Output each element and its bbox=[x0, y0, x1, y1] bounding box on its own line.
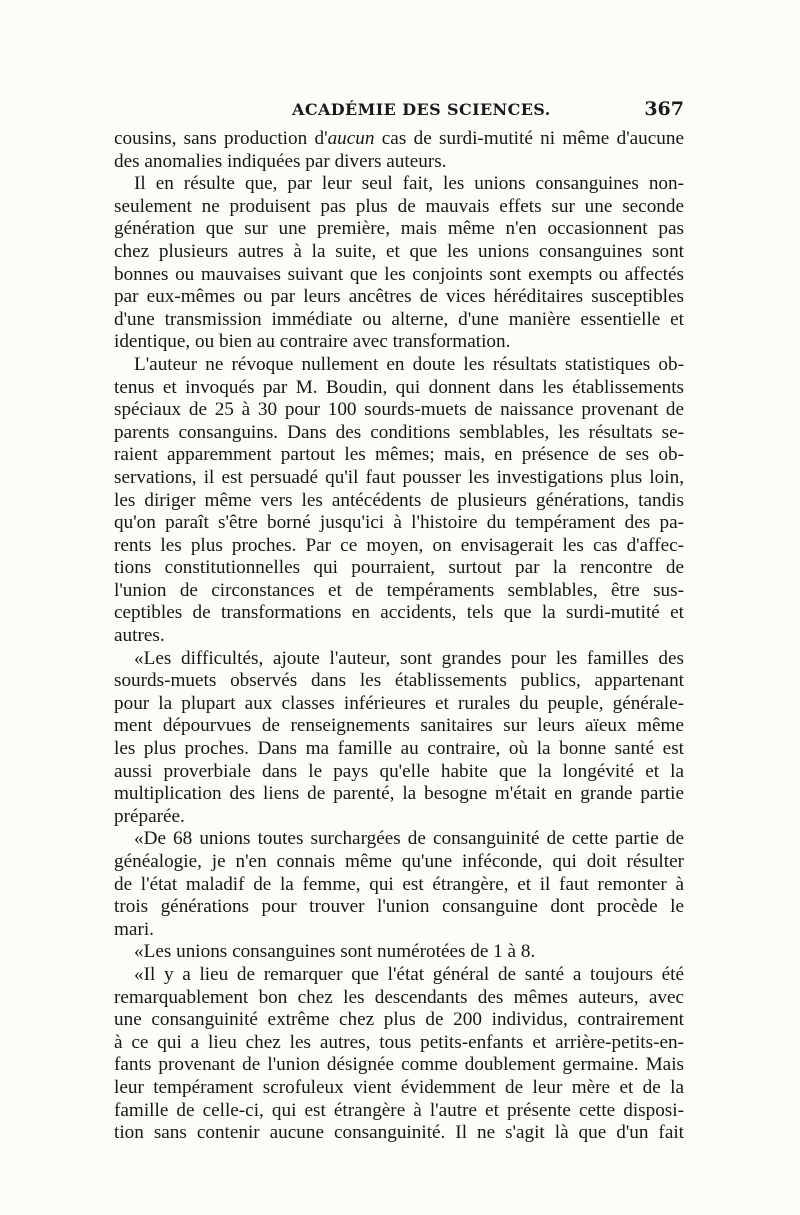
text-segment: cas de surdi-mutité ni même d'aucune bbox=[374, 128, 684, 149]
text-line: chez plusieurs autres à la suite, et que les unions consanguines sont bbox=[114, 240, 684, 262]
text-line: servations, il est persuadé qu'il faut pousser les investigations plus loin, bbox=[114, 466, 684, 488]
text-line: des anomalies indiquées par divers auteurs. bbox=[114, 150, 447, 172]
text-line: tenus et invoqués par M. Boudin, qui donnent dans les établissements bbox=[114, 376, 684, 398]
text-line: seulement ne produisent pas plus de mauvais effets sur une seconde bbox=[114, 195, 684, 217]
text-line: «Les unions consanguines sont numérotées de 1 à 8. bbox=[134, 941, 536, 963]
text-line: autres. bbox=[114, 625, 165, 647]
text-line: mari. bbox=[114, 918, 154, 940]
text-line: ceptibles de transformations en accidents, tels que la surdi-mutité et bbox=[114, 602, 684, 624]
text-line: Il en résulte que, par leur seul fait, les unions consanguines non- bbox=[134, 173, 684, 195]
text-segment: cousins, sans production d' bbox=[114, 128, 328, 149]
text-line: génération que sur une première, mais même n'en occasionnent pas bbox=[114, 218, 684, 240]
text-line: leur tempérament scrofuleux vient évidemment de leur mère et de la bbox=[114, 1076, 684, 1098]
text-line: tion sans contenir aucune consanguinité. Il ne s'agit là que d'un fait bbox=[114, 1122, 684, 1144]
text-line: «Il y a lieu de remarquer que l'état général de santé a toujours été bbox=[134, 963, 684, 985]
text-line: une consanguinité extrême chez plus de 200 individus, contrairement bbox=[114, 1009, 684, 1031]
text-line: pour la plupart aux classes inférieures et rurales du peuple, générale- bbox=[114, 692, 684, 714]
text-line: de l'état maladif de la femme, qui est étrangère, et il faut remonter à bbox=[114, 873, 684, 895]
text-line: préparée. bbox=[114, 805, 185, 827]
body-text bbox=[114, 128, 684, 1145]
text-line: généalogie, je n'en connais même qu'une inféconde, qui doit résulter bbox=[114, 851, 684, 872]
text-line: spéciaux de 25 à 30 pour 100 sourds-muets de naissance provenant de bbox=[114, 399, 684, 421]
text-line: parents consanguins. Dans des conditions semblables, les résultats se- bbox=[114, 421, 684, 443]
text-line: les diriger même vers les antécédents de plusieurs générations, tandis bbox=[114, 489, 684, 511]
text-line: L'auteur ne révoque nullement en doute les résultats statistiques ob- bbox=[134, 353, 684, 375]
text-line: à ce qui a lieu chez les autres, tous petits-enfants et arrière-petits-en- bbox=[114, 1031, 684, 1053]
text-line: d'une transmission immédiate ou alterne, d'une manière essentielle et bbox=[114, 308, 684, 330]
text-line: famille de celle-ci, qui est étrangère à l'autre et présente cette disposi- bbox=[114, 1099, 684, 1121]
text-line: «De 68 unions toutes surchargées de consanguinité de cette partie de bbox=[134, 828, 684, 850]
text-line: «Les difficultés, ajoute l'auteur, sont grandes pour les familles des bbox=[134, 647, 684, 669]
text-line: trois générations pour trouver l'union consanguine dont procède le bbox=[114, 896, 684, 918]
text-line: raient apparemment partout les mêmes; mais, en présence de ses ob- bbox=[114, 444, 684, 466]
text-line: les plus proches. Dans ma famille au contraire, où la bonne santé est bbox=[114, 738, 684, 760]
page-header bbox=[114, 98, 684, 124]
text-line: fants provenant de l'union désignée comme doublement germaine. Mais bbox=[114, 1054, 684, 1076]
page-number: 367 bbox=[644, 98, 684, 120]
text-line: par eux-mêmes ou par leurs ancêtres de vices héréditaires susceptibles bbox=[114, 286, 684, 308]
text-line: qu'on paraît s'être borné jusqu'ici à l'histoire du tempérament des pa- bbox=[114, 512, 684, 534]
text-line: sourds-muets observés dans les établissements publics, appartenant bbox=[114, 670, 684, 692]
text-line bbox=[114, 128, 684, 151]
text-line: identique, ou bien au contraire avec transformation. bbox=[114, 331, 511, 353]
text-line: bonnes ou mauvaises suivant que les conjoints sont exempts ou affectés bbox=[114, 263, 684, 285]
text-line: multiplication des liens de parenté, la besogne m'était en grande partie bbox=[114, 783, 684, 805]
text-line: tions constitutionnelles qui pourraient, surtout par la rencontre de bbox=[114, 557, 684, 579]
text-line: rents les plus proches. Par ce moyen, on envisagerait les cas d'affec- bbox=[114, 534, 684, 556]
italic-word: aucun bbox=[327, 128, 375, 149]
text-line: ment dépourvues de renseignements sanitaires sur leurs aïeux même bbox=[114, 715, 684, 737]
text-line: l'union de circonstances et de tempéraments semblables, être sus- bbox=[114, 579, 684, 601]
running-head: ACADÉMIE DES SCIENCES. bbox=[292, 100, 551, 119]
text-line: remarquablement bon chez les descendants des mêmes auteurs, avec bbox=[114, 986, 684, 1008]
text-line: aussi proverbiale dans le pays qu'elle habite que la longévité et la bbox=[114, 760, 684, 782]
